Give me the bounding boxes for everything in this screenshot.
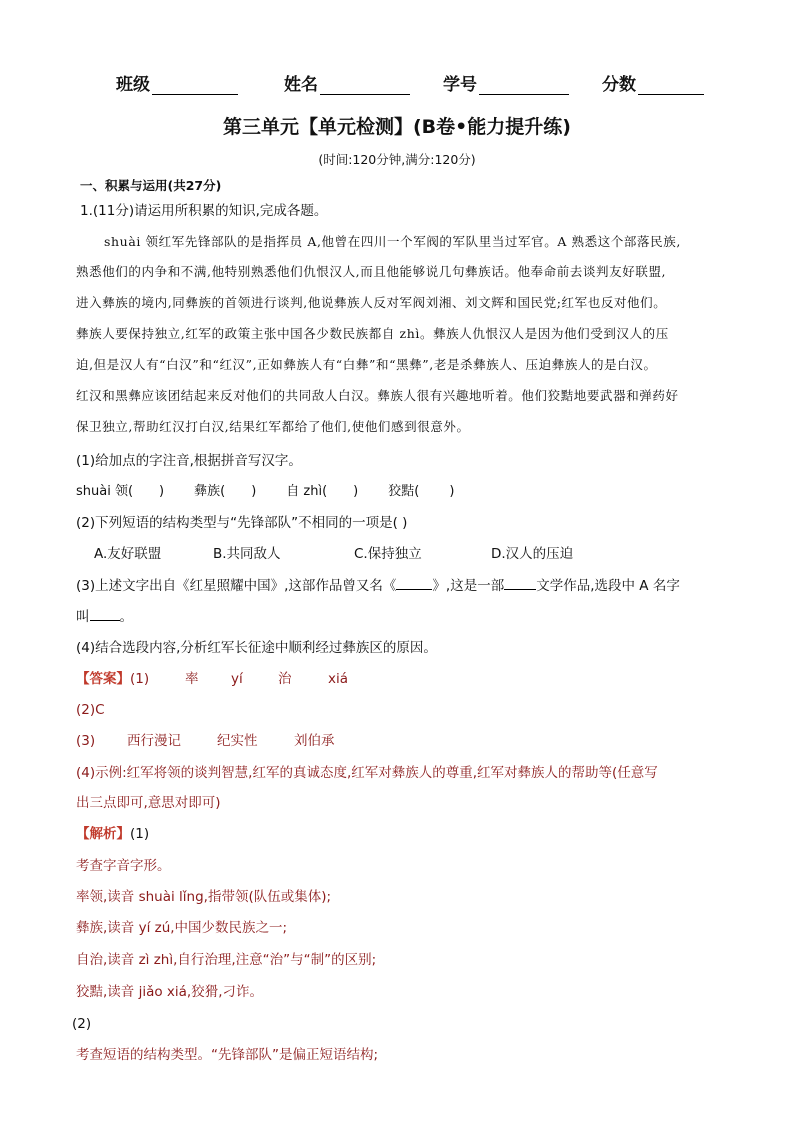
score-blank[interactable] bbox=[638, 76, 704, 95]
sub-question-3-text: 文学作品,选段中 A 名字 bbox=[536, 578, 680, 594]
sub-question-3-text: 叫 bbox=[76, 609, 90, 625]
pinyin-item-close: ) bbox=[353, 484, 359, 499]
name-a-blank[interactable] bbox=[90, 606, 120, 621]
student-id-field[interactable] bbox=[443, 70, 569, 95]
analysis-label: 【解析】 bbox=[76, 826, 130, 842]
sub-question-3-cont bbox=[76, 606, 133, 627]
pinyin-item-close: ) bbox=[159, 484, 165, 499]
pinyin-item: 自 zhì( bbox=[286, 484, 328, 499]
class-field[interactable] bbox=[116, 70, 238, 95]
answer-item: xiá bbox=[328, 671, 349, 687]
genre-blank[interactable] bbox=[504, 575, 536, 590]
answer-4-cont: 出三点即可,意思对即可) bbox=[76, 795, 221, 811]
option-b[interactable]: B.共同敌人 bbox=[213, 546, 281, 562]
name-blank[interactable] bbox=[320, 76, 410, 95]
analysis-row bbox=[76, 824, 149, 844]
name-field[interactable] bbox=[284, 70, 410, 95]
passage-line: 红汉和黑彝应该团结起来反对他们的共同敌人白汉。彝族人很有兴趣地听着。他们狡黠地要武器和弹药好 bbox=[76, 388, 679, 403]
pinyin-item: 彝族( bbox=[194, 484, 226, 499]
analysis-num: (1) bbox=[130, 826, 150, 842]
answer-item: 刘伯承 bbox=[294, 733, 335, 749]
answer-1-row bbox=[76, 669, 149, 689]
analysis-line: 自治,读音 zì zhì,自行治理,注意“治”与“制”的区别; bbox=[76, 952, 377, 968]
pinyin-item: shuài 领( bbox=[76, 484, 134, 499]
analysis-2-num: (2) bbox=[72, 1016, 92, 1032]
student-info-row bbox=[0, 70, 794, 96]
sub-question-3-text: (3)上述文字出自《红星照耀中国》,这部作品曾又名《 bbox=[76, 578, 397, 594]
analysis-line: 狡黠,读音 jiǎo xiá,狡猾,刁诈。 bbox=[76, 984, 264, 1000]
section-heading: 一、积累与运用(共27分) bbox=[80, 178, 222, 193]
analysis-line: 考查短语的结构类型。“先锋部队”是偏正短语结构; bbox=[76, 1047, 379, 1063]
passage-line: 进入彝族的境内,同彝族的首领进行谈判,他说彝族人反对军阀刘湘、刘文辉和国民党;红军也反对他们。 bbox=[76, 295, 667, 310]
score-label: 分数 bbox=[602, 75, 636, 95]
name-label: 姓名 bbox=[284, 75, 318, 95]
pinyin-item: 狡黠( bbox=[388, 484, 420, 499]
answer-3-num: (3) bbox=[76, 733, 96, 749]
sub-question-2: (2)下列短语的结构类型与“先锋部队”不相同的一项是( ) bbox=[76, 515, 408, 531]
answer-2: (2)C bbox=[76, 702, 105, 718]
answer-item: 治 bbox=[278, 671, 292, 687]
sub-question-4: (4)结合选段内容,分析红军长征途中顺利经过彝族区的原因。 bbox=[76, 640, 437, 656]
sub-question-3-text: 。 bbox=[119, 609, 133, 625]
passage-line: 保卫独立,帮助红汉打白汉,结果红军都给了他们,使他们感到很意外。 bbox=[76, 419, 470, 434]
class-label: 班级 bbox=[116, 75, 150, 95]
class-blank[interactable] bbox=[152, 76, 238, 95]
option-a[interactable]: A.友好联盟 bbox=[94, 546, 162, 562]
answer-item: 西行漫记 bbox=[127, 733, 181, 749]
option-c[interactable]: C.保持独立 bbox=[354, 546, 422, 562]
sub-question-1: (1)给加点的字注音,根据拼音写汉字。 bbox=[76, 453, 302, 469]
sub-question-3 bbox=[76, 575, 680, 596]
exam-time-info: (时间:120分钟,满分:120分) bbox=[318, 152, 476, 167]
pinyin-item-close: ) bbox=[251, 484, 257, 499]
analysis-intro: 考查字音字形。 bbox=[76, 858, 171, 874]
passage-line: shuài 领红军先锋部队的是指挥员 A,他曾在四川一个军阀的军队里当过军官。A 熟悉这个部落民族, bbox=[104, 234, 681, 249]
sub-question-3-text: 》,这是一部 bbox=[432, 578, 505, 594]
answer-label: 【答案】 bbox=[76, 671, 130, 687]
score-field[interactable] bbox=[602, 70, 704, 95]
analysis-line: 率领,读音 shuài lǐng,指带领(队伍或集体); bbox=[76, 889, 332, 905]
student-id-blank[interactable] bbox=[479, 76, 569, 95]
passage-line: 彝族人要保持独立,红军的政策主张中国各少数民族都自 zhì。彝族人仇恨汉人是因为他们受到汉人的压 bbox=[76, 326, 669, 341]
answer-4: (4)示例:红军将领的谈判智慧,红军的真诚态度,红军对彝族人的尊重,红军对彝族人的帮助等(任意写 bbox=[76, 765, 658, 781]
pinyin-item-close: ) bbox=[449, 484, 455, 499]
answer-item: yí bbox=[231, 671, 243, 687]
answer-item: 率 bbox=[185, 671, 199, 687]
passage-line: 迫,但是汉人有“白汉”和“红汉”,正如彝族人有“白彝”和“黑彝”,老是杀彝族人、压迫彝族人的是白汉。 bbox=[76, 357, 657, 372]
student-id-label: 学号 bbox=[443, 75, 477, 95]
answer-item: 纪实性 bbox=[217, 733, 258, 749]
answer-1-num: (1) bbox=[130, 671, 150, 687]
passage-line: 熟悉他们的内争和不满,他特别熟悉他们仇恨汉人,而且他能够说几句彝族话。他奉命前去谈判友好联盟, bbox=[76, 264, 667, 279]
page-title: 第三单元【单元检测】(B卷•能力提升练) bbox=[223, 116, 571, 138]
question-1-stem: 1.(11分)请运用所积累的知识,完成各题。 bbox=[80, 203, 328, 219]
alt-title-blank[interactable] bbox=[396, 575, 432, 590]
analysis-line: 彝族,读音 yí zú,中国少数民族之一; bbox=[76, 920, 288, 936]
option-d[interactable]: D.汉人的压迫 bbox=[491, 546, 574, 562]
pinyin-items-row bbox=[76, 482, 454, 502]
